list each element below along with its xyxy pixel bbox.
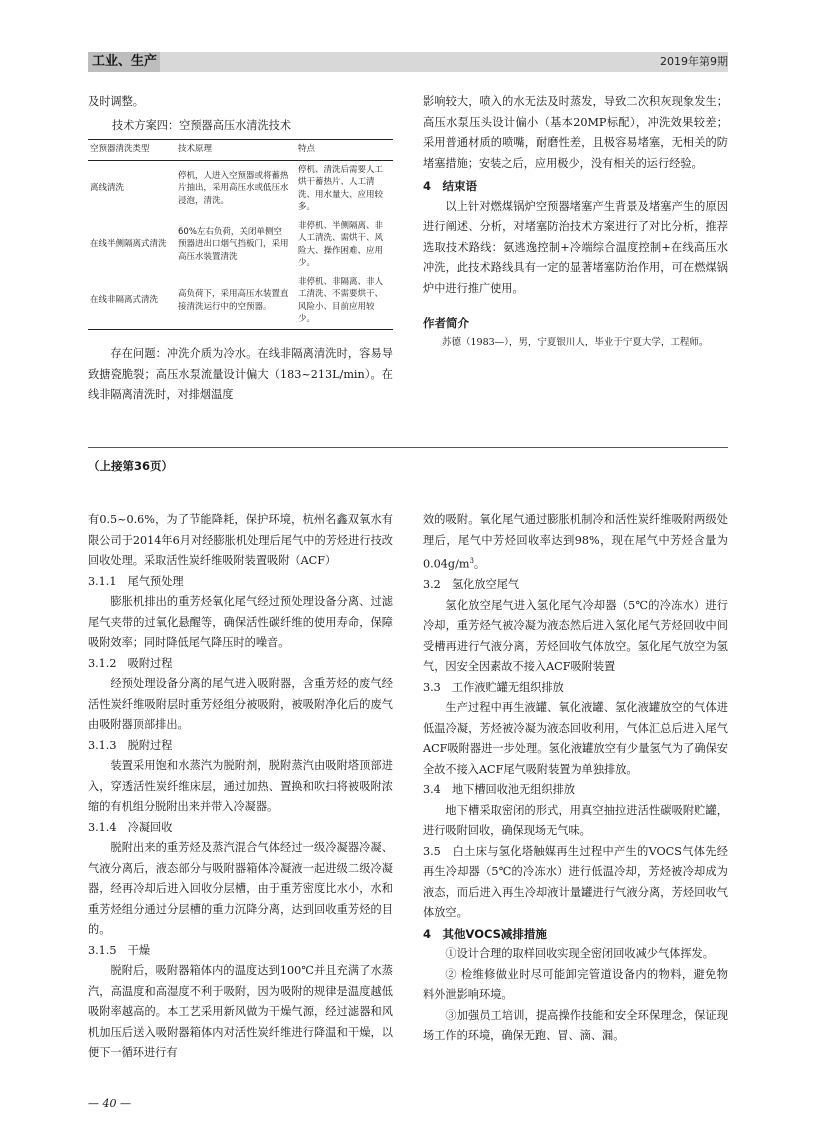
continued-paragraph: [423, 510, 728, 575]
subsection-title: 3.1.5 干燥: [88, 943, 151, 957]
header-band: [88, 52, 728, 72]
table-row: [88, 273, 393, 330]
subsection-body: 脱附后，吸附器箱体内的温度达到100℃并且充满了水蒸汽，高温度和高湿度不利于吸附，因为吸附的规律是温度越低吸附率越高的。本工艺采用新风做为干燥气源，经过滤器和风机加压后送入吸附器箱体内对活性炭纤维进行降温和干燥，以便下一循环进行有: [88, 964, 393, 1059]
section-heading: 4 其他VOCS减排措施: [423, 926, 547, 941]
subsection-body: 脱附出来的重芳烃及蒸汽混合气体经过一级冷凝器冷凝、气液分离后，液态部分与吸附器箱体冷凝液一起进级二级冷凝器，经再冷却后进入回收分层槽，由于重芳密度比水小，水和重芳烃组分通过分层槽的重力沉降分离，达到回收重芳烃的目的。: [88, 841, 393, 936]
measure-item: ② 检维修做业时尽可能卸完管道设备内的物料，避免物料外泄影响环境。: [423, 967, 728, 1002]
subsection-body: 生产过程中再生液罐、氧化液罐、氢化液罐放空的气体进低温冷凝，芳烃被冷凝为液态回收利用，气体汇总后进入尾气ACF吸附器进一步处理。氢化液罐放空有少量氢气为了确保安全故不接入ACF尾气吸附装置为单独排放。: [423, 701, 728, 776]
table-cell: 非停机、非隔离、非人工清洗、不需要烘干、风险小、目前应用较少。: [292, 273, 393, 330]
subsection-title: 3.2 氢化放空尾气: [423, 578, 520, 592]
table-cell: 在线非隔离式清洗: [88, 273, 172, 330]
table-header-cell: 技术原理: [172, 140, 292, 161]
paragraph-end: 。: [473, 557, 486, 571]
after-table-paragraph: 存在问题：冲洗介质为冷水。在线非隔离清洗时，容易导致搪瓷脆裂；高压水泵流量设计偏大（183~213L/min）。在线非隔离清洗时，对排烟温度: [88, 347, 393, 401]
top-right-column: [423, 92, 728, 352]
table-cell: 停机、清洗后需要人工烘干蓄热片、人工清洗、用水量大、应用较多。: [298, 164, 384, 212]
top-left-lead: [88, 92, 393, 113]
intro-paragraph: 有0.5~0.6%，为了节能降耗，保护环境，杭州名鑫双氧水有限公司于2014年6月对经膨胀机处理后尾气中的芳烃进行技改回收处理。采取活性炭纤维吸附装置吸附（ACF）: [88, 513, 393, 567]
page-number: — 40 —: [88, 1097, 131, 1110]
section-tag: 工业、生产: [88, 52, 160, 72]
subsection-title: 3.1.2 吸附过程: [88, 656, 173, 670]
conclusion-paragraph: 以上针对燃煤锅炉空预器堵塞产生背景及堵塞产生的原因进行阐述、分析，对堵塞防治技术方案进行了对比分析，推荐选取技术路线：氨逃逸控制+冷端综合温度控制+在线高压水冲洗，此技术路线具有一定的显著堵塞防治作用，可在燃煤锅炉中进行推广使用。: [423, 199, 728, 295]
section-divider: [88, 447, 728, 448]
table-cell: 停机，人进入空预器或将蓄热片抽出，采用高压水或低压水浸泡，清洗。: [178, 170, 289, 206]
subsection-title: 3.1.1 尾气预处理: [88, 574, 184, 588]
table-header-cell: 特点: [292, 140, 393, 161]
paragraph-text: 效的吸附。氧化尾气通过膨胀机制冷和活性炭纤维吸附两级处理后，尾气中芳烃回收率达到98%，现在尾气中芳烃含量为0.04g/m: [423, 513, 728, 571]
table-title: 技术方案四：空预器高压水清洗技术: [112, 119, 292, 132]
issue-label: 2019年第9期: [660, 55, 728, 68]
measure-item: ①设计合理的取样回收实现全密闭回收减少气体挥发。: [445, 947, 714, 961]
author-bio: 苏德（1983—），男，宁夏银川人，毕业于宁夏大学，工程师。: [442, 336, 709, 348]
superscript: 3: [469, 557, 474, 565]
cleaning-table: [88, 139, 393, 330]
subsection-body: 氢化放空尾气进入氢化尾气冷却器（5℃的冷冻水）进行冷却，重芳烃气被冷凝为液态然后进入氢化尾气芳烃回收中间受槽再进行气液分离，芳烃回收气体放空。氢化尾气放空为氢气，因安全因素故不接入ACF吸附装置: [423, 598, 728, 674]
subsection-body: 地下槽采取密闭的形式，用真空抽拉进活性碳吸附贮罐，进行吸附回收，确保现场无气味。: [423, 803, 728, 838]
subsection-title: 3.4 地下槽回收池无组织排放: [423, 783, 576, 797]
table-row: [88, 217, 393, 273]
table-cell: 高负荷下，采用高压水装置直接清洗运行中的空预器。: [172, 273, 292, 330]
continued-from: （上接第36页）: [88, 459, 174, 473]
subsection-body: 3.5 白土床与氢化塔触媒再生过程中产生的VOCS气体先经再生冷却器（5℃的冷冻水）进行低温冷却，芳烃被冷却成为液态，而后进入再生冷却液计量罐进行气液分离，芳烃回收气体放空。: [423, 844, 728, 920]
subsection-body: 膨胀机排出的重芳烃氧化尾气经过预处理设备分离、过滤尾气夹带的过氧化悬醒等，确保活性碳纤维的使用寿命，保障吸附效率；同时降低尾气降压时的噪音。: [88, 595, 393, 649]
table-cell: 离线清洗: [90, 183, 125, 194]
after-table: [88, 344, 393, 406]
subsection-body: 装置采用饱和水蒸汽为脱附剂，脱附蒸汽由吸附塔顶部进入，穿透活性炭纤维床层，通过加热、置换和吹扫将被吸附浓缩的有机组分脱附出来并带入冷凝器。: [88, 759, 393, 813]
top-right-paragraph: 影响较大，喷入的水无法及时蒸发，导致二次积灰现象发生；高压水泵压头设计偏小（基本20MP标配），冲洗效果较差；采用普通材质的喷嘴，耐磨性差，且极容易堵塞，无相关的防堵塞措施；安装之后，应用极少，没有相关的运行经验。: [423, 95, 728, 170]
table-cell: 非停机、半侧隔离、非人工清洗、需烘干、风险大、操作困难、应用少。: [298, 220, 384, 268]
subsection-title: 3.1.4 冷凝回收: [88, 820, 173, 834]
bottom-right-column: [423, 510, 728, 1047]
subsection-title: 3.1.3 脱附过程: [88, 738, 173, 752]
table-header-cell: 空预器清洗类型: [88, 140, 172, 161]
table-cell: 60%左右负荷，关闭单侧空预器进出口烟气挡板门，采用高压水装置清洗: [178, 226, 289, 262]
table-cell: 在线半侧隔离式清洗: [90, 239, 167, 250]
author-heading: 作者简介: [423, 316, 469, 330]
measure-item: ③加强员工培训，提高操作技能和安全环保理念，保证现场工作的环境，确保无跑、冒、滴、漏。: [423, 1008, 728, 1043]
subsection-body: 经预处理设备分离的尾气进入吸附器，含重芳烃的废气经活性炭纤维吸附层时重芳烃组分被吸附，被吸附净化后的废气由吸附器顶部排出。: [88, 677, 393, 731]
lead-line: 及时调整。: [88, 95, 144, 108]
bottom-left-column: [88, 510, 393, 1064]
table-header-row: [88, 140, 393, 161]
subsection-title: 3.3 工作液贮罐无组织排放: [423, 680, 564, 694]
conclusion-heading: 4 结束语: [423, 179, 478, 193]
table-row: [88, 160, 393, 217]
